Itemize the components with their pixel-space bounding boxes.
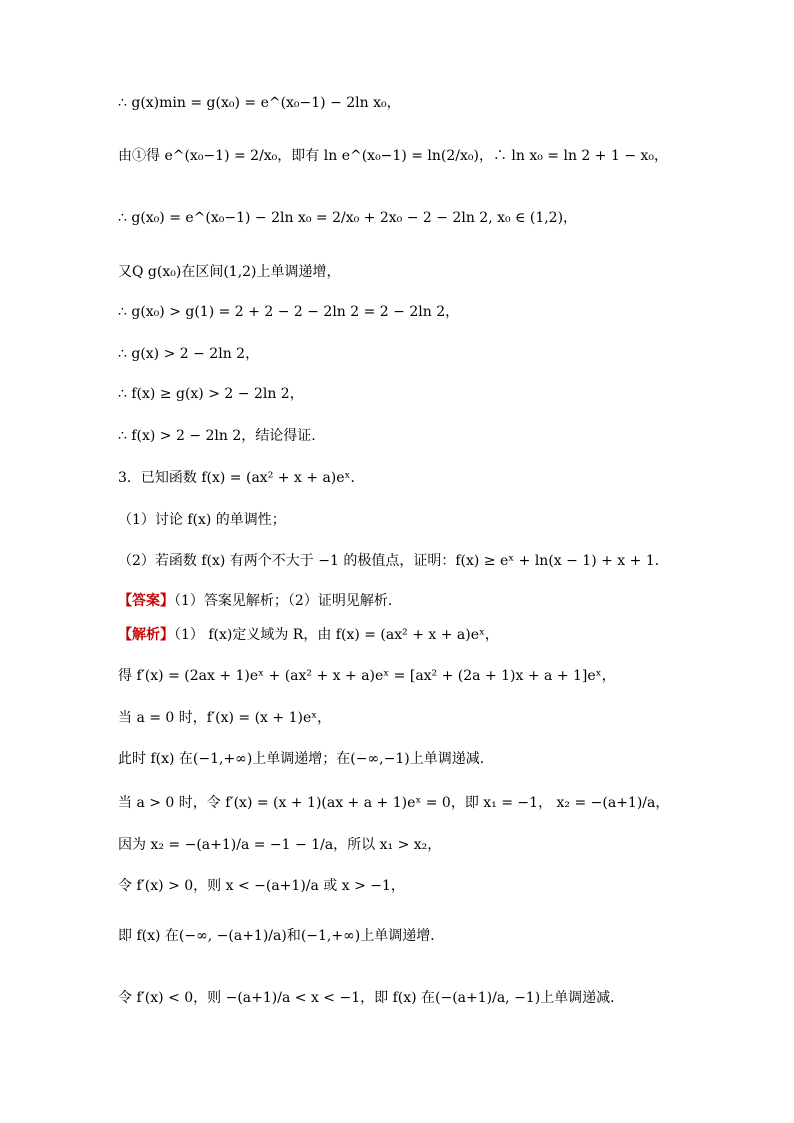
- line-increasing: 又Q g(x₀)在区间(1,2)上单调递增，: [118, 264, 341, 280]
- problem-3-part-1: （1）讨论 f(x) 的单调性；: [118, 512, 286, 528]
- line-g-x-greater: ∴ g(x) > 2 − 2ln 2，: [118, 346, 260, 362]
- analysis-line: 【解析】（1） f(x)定义域为 R，由 f(x) = (ax² + x + a)eˣ，: [118, 627, 499, 643]
- answer-tag: 【答案】: [118, 593, 174, 609]
- line-gmin: ∴ g(x)min = g(x₀) = e^(x₀−1) − 2ln x₀，: [118, 95, 401, 111]
- line-x1-x2: 因为 x₂ = −(a+1)/a = −1 − 1/a，所以 x₁ > x₂，: [118, 837, 442, 853]
- line-g-x0-greater: ∴ g(x₀) > g(1) = 2 + 2 − 2 − 2ln 2 = 2 − 2ln 2，: [118, 304, 460, 320]
- line-conclusion: ∴ f(x) > 2 − 2ln 2，结论得证.: [118, 428, 316, 444]
- line-derivative: 得 f′(x) = (2ax + 1)eˣ + (ax² + x + a)eˣ = [ax² + (2a + 1)x + a + 1]eˣ，: [118, 668, 616, 684]
- answer-line: 【答案】（1）答案见解析；（2）证明见解析．: [118, 593, 402, 609]
- line-increasing-intervals: 即 f(x) 在(−∞, −(a+1)/a)和(−1,+∞)上单调递增．: [118, 928, 445, 944]
- line-fprime-positive: 令 f′(x) > 0，则 x < −(a+1)/a 或 x > −1，: [118, 878, 405, 894]
- line-from-1: 由①得 e^(x₀−1) = 2/x₀，即有 ln e^(x₀−1) = ln(2/x₀)，∴ ln x₀ = ln 2 + 1 − x₀，: [118, 148, 669, 164]
- analysis-tag: 【解析】: [118, 627, 174, 643]
- line-fprime-negative: 令 f′(x) < 0，则 −(a+1)/a < x < −1，即 f(x) 在(−(a+1)/a, −1)上单调递减．: [118, 990, 625, 1006]
- line-f-ge-g: ∴ f(x) ≥ g(x) > 2 − 2ln 2，: [118, 386, 304, 402]
- line-a-positive: 当 a > 0 时，令 f′(x) = (x + 1)(ax + a + 1)eˣ = 0，即 x₁ = −1， x₂ = −(a+1)/a，: [118, 795, 670, 811]
- problem-3-part-2: （2）若函数 f(x) 有两个不大于 −1 的极值点，证明：f(x) ≥ eˣ + ln(x − 1) + x + 1．: [118, 553, 669, 569]
- line-a-zero-monotonic: 此时 f(x) 在(−1,+∞)上单调递增；在(−∞,−1)上单调递减．: [118, 751, 494, 767]
- line-g-x0: ∴ g(x₀) = e^(x₀−1) − 2ln x₀ = 2/x₀ + 2x₀ − 2 − 2ln 2, x₀ ∈ (1,2)，: [118, 210, 578, 226]
- line-a-zero: 当 a = 0 时，f′(x) = (x + 1)eˣ，: [118, 710, 332, 726]
- problem-3-statement: 3．已知函数 f(x) = (ax² + x + a)eˣ．: [118, 470, 365, 486]
